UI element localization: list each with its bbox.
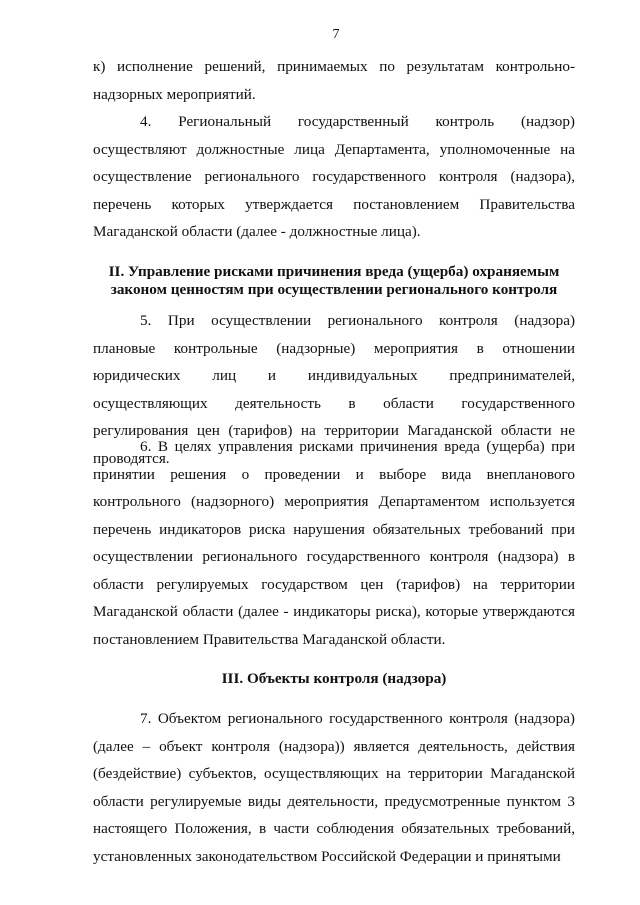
page-number: 7 xyxy=(332,27,340,42)
paragraph-5: 5. При осуществлении регионального контроля (надзора) плановые контрольные (надзорные) мероприятия в отношении юридических лиц и индивидуальных предпринимателей, осуществляющих деятельность в области государственного регулирования цен (тарифов) на территории Магаданской области не проводятся. xyxy=(93,312,575,467)
paragraph-4: 4. Региональный государственный контроль (надзор) осуществляют должностные лица Департамента, уполномоченные на осуществление регионального государственного контроля (надзора), перечень которых утверждается постановлением Правительства Магаданской области (далее - должностные лица). xyxy=(93,113,575,240)
section-heading-3: III. Объекты контроля (надзора) xyxy=(221,670,447,687)
paragraph-7: 7. Объектом регионального государственного контроля (надзора) (далее – объект контроля (надзора)) является деятельность, действия (бездействие) субъектов, осуществляющих на территории Магаданской области регулируемые виды деятельности, предусмотренные пунктом 3 настоящего Положения, в части соблюдения обязательных требований, установленных законодательством Российской Федерации и принятыми xyxy=(93,710,575,865)
section-heading-2: II. Управление рисками причинения вреда (ущерба) охраняемым законом ценностям при осуществлении регионального контроля xyxy=(108,263,560,298)
paragraph-item-k: к) исполнение решений, принимаемых по результатам контрольно-надзорных мероприятий. xyxy=(93,58,575,103)
paragraph-6: 6. В целях управления рисками причинения вреда (ущерба) при принятии решения о проведении и выборе вида внепланового контрольного (надзорного) мероприятия Департаментом используется перечень индикаторов риска нарушения обязательных требований при осуществлении регионального государственного контроля (надзора) в области регулируемых государством цен (тарифов) на территории Магаданской области (далее - индикаторы риска), которые утверждаются постановлением Правительства Магаданской области. xyxy=(93,438,575,648)
